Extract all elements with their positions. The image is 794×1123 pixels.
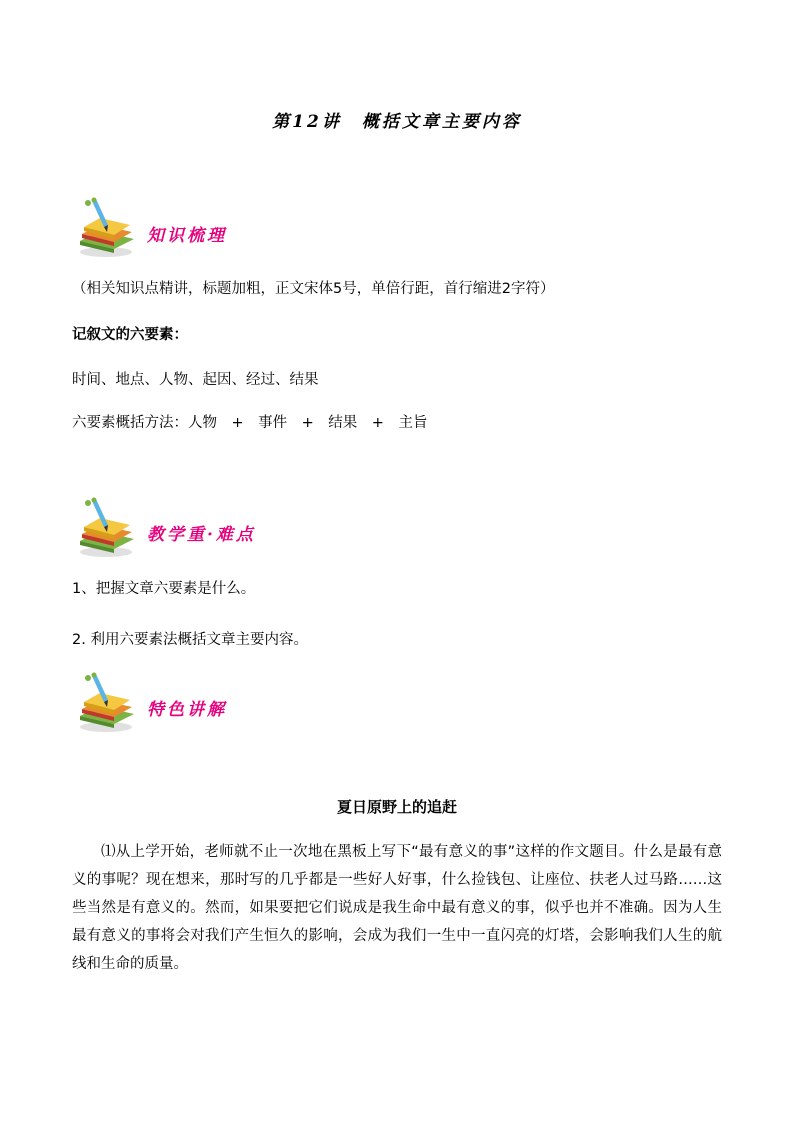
document-title: 第12讲 概括文章主要内容 — [272, 112, 522, 132]
story-paragraph-1: ⑴从上学开始，老师就不止一次地在黑板上写下“最有意义的事”这样的作文题目。什么是最有意义的事呢？现在想来，那时写的几乎都是一些好人好事，什么捡钱包、让座位、扶老人过马路……这些当然是有意义的。然而，如果要把它们说成是我生命中最有意义的事，似乎也并不准确。因为人生最有意义的事将会对我们产生恒久的影响，会成为我们一生中一直闪亮的灯塔，会影响我们人生的航线和生命的质量。 — [72, 844, 722, 972]
section-title-focus: 教学重·难点 — [147, 525, 256, 545]
knowledge-note: （相关知识点精讲，标题加粗，正文宋体5号，单倍行距，首行缩进2字符） — [72, 281, 555, 297]
section-title-feature: 特色讲解 — [147, 700, 227, 720]
story-title: 夏日原野上的追赶 — [336, 798, 457, 816]
six-elements: 时间、地点、人物、起因、经过、结果 — [72, 372, 319, 388]
focus-item-1: 1、把握文章六要素是什么。 — [72, 581, 256, 597]
book-stack-pen-icon — [74, 197, 138, 259]
book-stack-pen-icon — [74, 497, 138, 559]
knowledge-heading: 记叙文的六要素： — [72, 327, 188, 343]
section-title-knowledge: 知识梳理 — [147, 226, 227, 246]
six-elements-method: 六要素概括方法：人物 + 事件 + 结果 + 主旨 — [72, 415, 428, 431]
focus-item-2: 2. 利用六要素法概括文章主要内容。 — [72, 632, 308, 648]
book-stack-pen-icon — [74, 672, 138, 734]
